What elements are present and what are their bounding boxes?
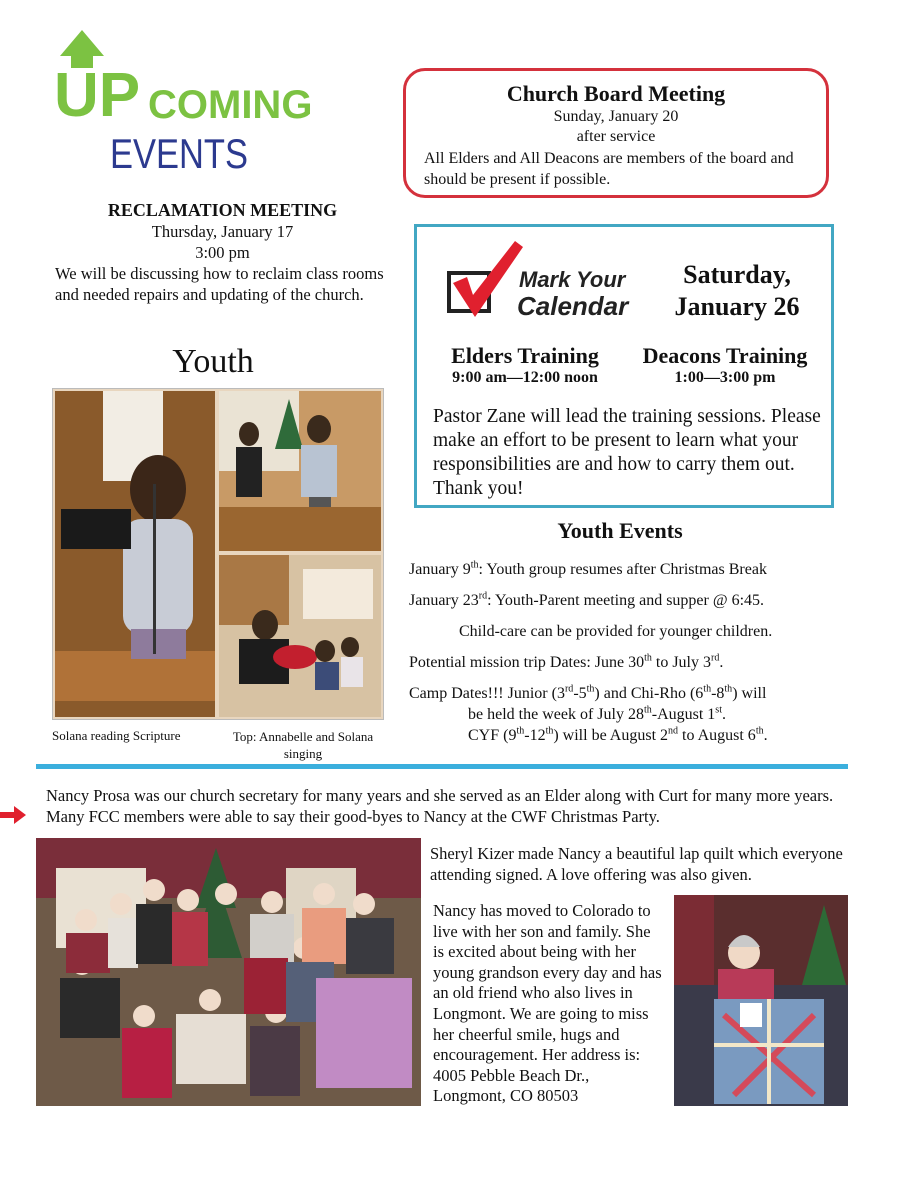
ye2-sup: rd bbox=[478, 590, 488, 602]
youth-photo bbox=[53, 389, 383, 719]
board-meeting-date: Sunday, January 20 bbox=[553, 108, 679, 125]
board-meeting-title: Church Board Meeting bbox=[506, 81, 726, 106]
ye7-c: ) will be August 2 bbox=[553, 727, 669, 744]
board-meeting-time: after service bbox=[576, 128, 656, 145]
ye2-b: : Youth-Parent meeting and supper @ 6:45. bbox=[487, 592, 765, 609]
mark-calendar-box bbox=[414, 224, 834, 508]
checkmark-icon bbox=[445, 237, 635, 327]
youth-event-6 bbox=[468, 705, 726, 725]
upcoming-logo-graphic bbox=[52, 28, 313, 178]
section-divider bbox=[36, 764, 848, 769]
ye4-sup2: rd bbox=[711, 652, 720, 664]
ye5-b: -5 bbox=[573, 685, 587, 702]
deacons-training-time: 1:00—3:00 pm bbox=[674, 369, 776, 386]
youth-events-title: Youth Events bbox=[557, 518, 683, 543]
quilt-paragraph: Sheryl Kizer made Nancy a beautiful lap quilt which everyone attending signed. A love offering was also given. bbox=[430, 844, 843, 884]
reclamation-time: 3:00 pm bbox=[195, 243, 250, 262]
youth-event-4 bbox=[409, 653, 723, 673]
youth-event-1 bbox=[409, 560, 767, 580]
ye1-a: January 9 bbox=[409, 561, 471, 578]
ye5-a: Camp Dates!!! Junior (3 bbox=[409, 685, 565, 702]
youth-photo-collage bbox=[52, 388, 384, 720]
youth-event-5 bbox=[409, 684, 766, 704]
reclamation-date: Thursday, January 17 bbox=[151, 222, 294, 241]
ye6-c: . bbox=[721, 706, 726, 723]
training-description: Pastor Zane will lead the training sessions. Please make an effort to be present to learn what your responsibilities are and how to carry them out. Thank you! bbox=[433, 406, 821, 499]
group-photo-image bbox=[36, 838, 421, 1106]
ye7-a: CYF (9 bbox=[468, 727, 517, 744]
ye7-s3: nd bbox=[668, 725, 679, 737]
elders-training bbox=[437, 343, 613, 387]
ye6-b: -August 1 bbox=[651, 706, 716, 723]
caption-annabelle: Top: Annabelle and Solana singing bbox=[232, 729, 374, 761]
reclamation-meeting bbox=[55, 200, 390, 305]
nancy-intro: Nancy Prosa was our church secretary for many years and she served as an Elder along with Curt for many more years. Many FCC members were able to say their good-byes to Nancy at the CWF Christmas Party. bbox=[46, 786, 834, 826]
ye5-e: ) will bbox=[732, 685, 767, 702]
red-arrow-icon bbox=[0, 806, 26, 824]
training-date-day: Saturday, bbox=[683, 260, 791, 289]
reclamation-title: RECLAMATION MEETING bbox=[107, 200, 338, 220]
cwf-group-photo bbox=[36, 838, 421, 1106]
mark-your-text: Mark Your bbox=[519, 267, 626, 292]
ye6-s2: st bbox=[715, 704, 722, 716]
board-meeting-box bbox=[403, 68, 829, 198]
quilt-photo bbox=[674, 895, 848, 1106]
youth-event-2 bbox=[409, 591, 764, 611]
ye7-s2: th bbox=[545, 725, 554, 737]
ye7-b: -12 bbox=[524, 727, 546, 744]
ye2-a: January 23 bbox=[409, 592, 479, 609]
upcoming-events-logo bbox=[52, 28, 313, 178]
quilt-photo-image bbox=[674, 895, 848, 1106]
ye7-s4: th bbox=[755, 725, 764, 737]
ye4-sup1: th bbox=[644, 652, 652, 664]
logo-coming-text: COMING bbox=[148, 83, 313, 127]
ye5-c: ) and Chi-Rho (6 bbox=[594, 685, 704, 702]
ye5-d: -8 bbox=[711, 685, 725, 702]
ye5-s2: th bbox=[586, 683, 595, 695]
ye4-b: to July 3 bbox=[651, 654, 711, 671]
ye5-s1: rd bbox=[564, 683, 574, 695]
training-date bbox=[647, 259, 827, 323]
youth-event-7 bbox=[468, 726, 768, 746]
ye7-s1: th bbox=[516, 725, 525, 737]
ye6-a: be held the week of July 28 bbox=[468, 706, 644, 723]
ye6-s1: th bbox=[643, 704, 652, 716]
youth-heading: Youth bbox=[172, 343, 254, 380]
training-date-month: January 26 bbox=[674, 292, 800, 321]
ye7-d: to August 6 bbox=[678, 727, 756, 744]
logo-up-text: UP bbox=[54, 61, 141, 130]
youth-event-3: Child-care can be provided for younger children. bbox=[459, 623, 773, 640]
logo-events-text: EVENTS bbox=[110, 130, 248, 177]
ye1-sup: th bbox=[470, 559, 479, 571]
ye5-s4: th bbox=[724, 683, 733, 695]
mark-calendar-graphic bbox=[445, 237, 635, 327]
ye4-c: . bbox=[719, 654, 724, 671]
elders-training-title: Elders Training bbox=[451, 343, 599, 368]
nancy-moved-paragraph: Nancy has moved to Colorado to live with her son and family. She is excited about being with her young grandson every day and has an old friend who also lives in Longmont. We are going to miss her cheerful smile, hugs and encouragement. Her address is: 4005 Pebble Beach Dr., Longmont, CO 80503 bbox=[433, 901, 662, 1106]
reclamation-description: We will be discussing how to reclaim class rooms and needed repairs and updating of the church. bbox=[55, 264, 384, 304]
caption-solana: Solana reading Scripture bbox=[52, 728, 181, 743]
ye1-b: : Youth group resumes after Christmas Break bbox=[478, 561, 767, 578]
deacons-training bbox=[631, 343, 819, 387]
ye5-s3: th bbox=[703, 683, 712, 695]
ye4-a: Potential mission trip Dates: June 30 bbox=[409, 654, 645, 671]
calendar-text: Calendar bbox=[517, 291, 629, 321]
ye7-e: . bbox=[763, 727, 768, 744]
elders-training-time: 9:00 am—12:00 noon bbox=[452, 369, 598, 386]
board-meeting-description: All Elders and All Deacons are members of the board and should be present if possible. bbox=[424, 150, 794, 188]
deacons-training-title: Deacons Training bbox=[642, 343, 808, 368]
